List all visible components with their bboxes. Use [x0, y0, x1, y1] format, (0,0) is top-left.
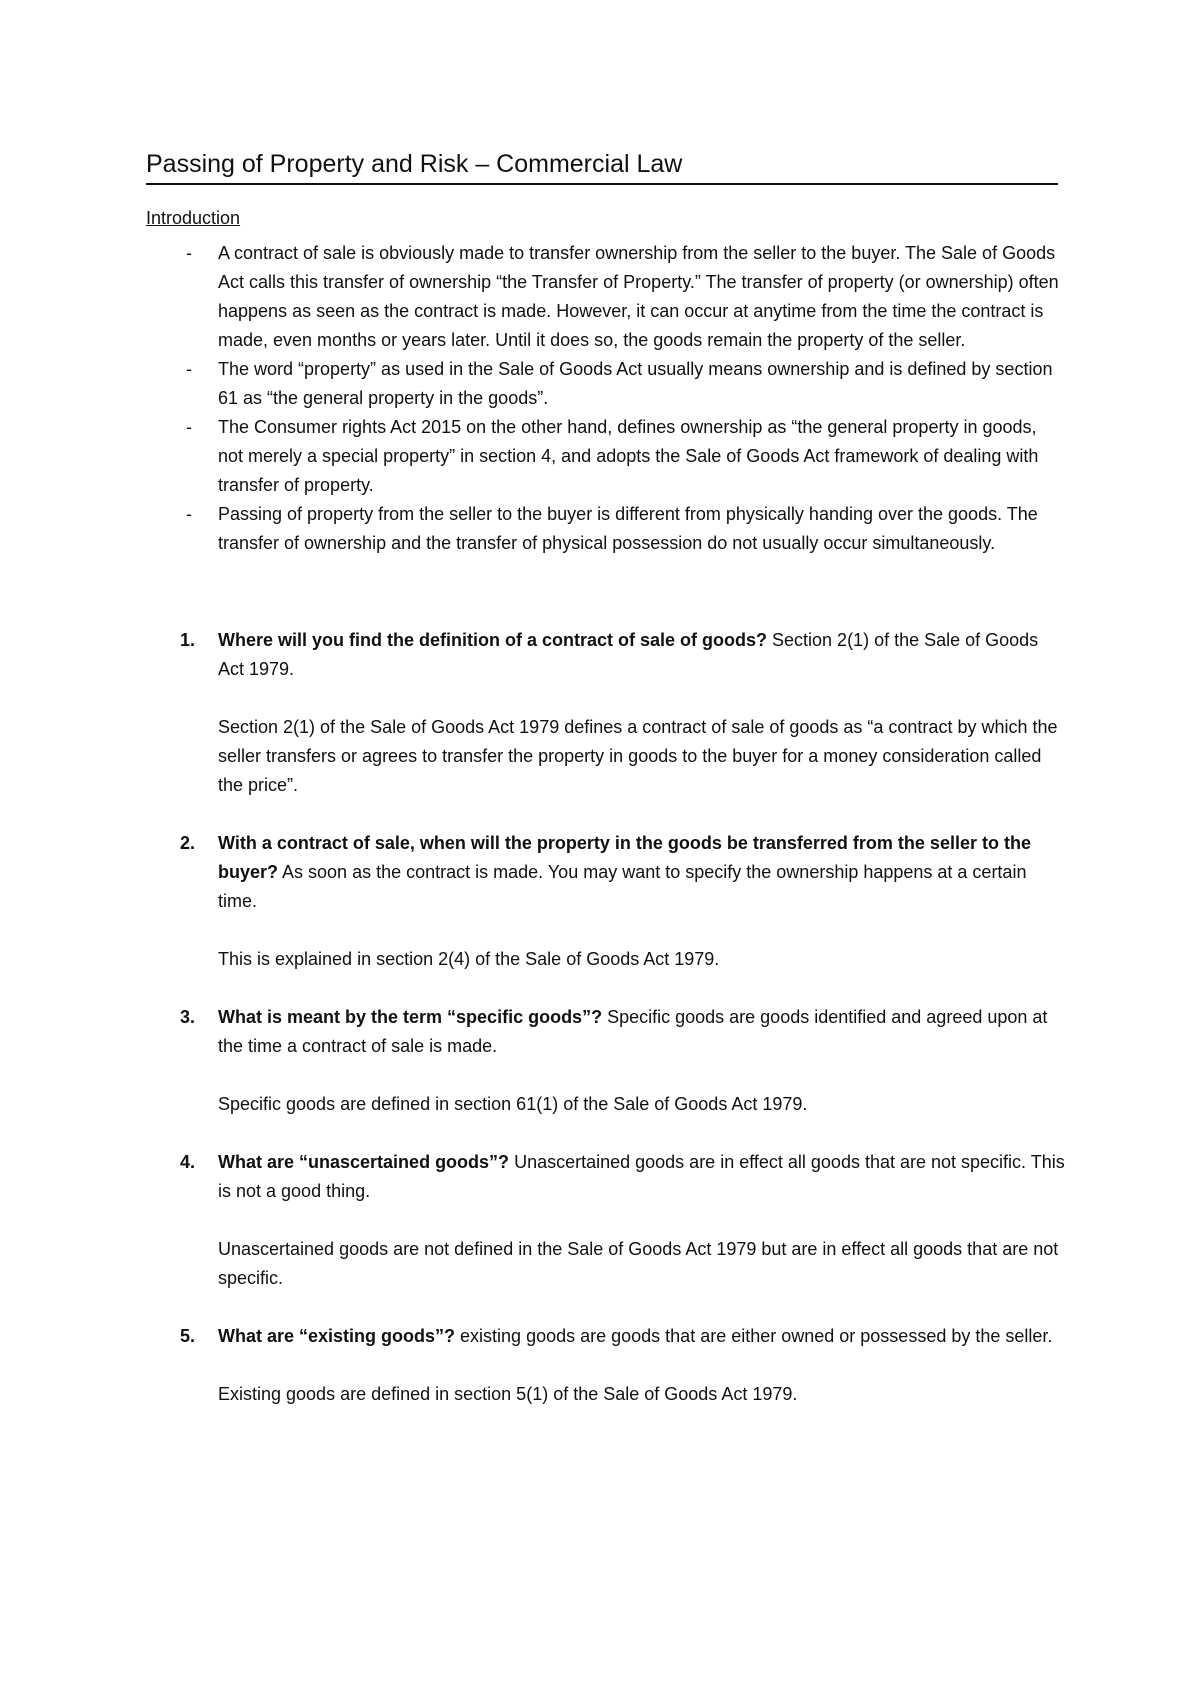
list-item: [146, 239, 1066, 355]
explanation-text: Section 2(1) of the Sale of Goods Act 1979 defines a contract of sale of goods as “a contract by which the seller transfers or agrees to transfer the property in goods to the buyer for a money consideration called the price”.: [218, 717, 1058, 795]
list-dash: -: [186, 417, 192, 437]
intro-heading: Introduction: [146, 208, 241, 228]
list-item-text: The Consumer rights Act 2015 on the other hand, defines ownership as “the general property in goods, not merely a special property” in section 4, and adopts the Sale of Goods Act framework of dealing with transfer of property.: [218, 417, 1039, 495]
explanation-text: Unascertained goods are not defined in the Sale of Goods Act 1979 but are in effect all goods that are not specific.: [218, 1239, 1059, 1288]
answer-text: Unascertained goods are in effect all goods that are not specific. This is not a good thing.: [218, 1152, 1065, 1201]
answer-text: existing goods are goods that are either owned or possessed by the seller.: [455, 1326, 1053, 1346]
question-number: 5.: [180, 1326, 196, 1346]
answer-text: Specific goods are goods identified and agreed upon at the time a contract of sale is made.: [218, 1007, 1048, 1056]
list-dash: -: [186, 243, 192, 263]
list-item: [146, 500, 1066, 558]
document-body: [146, 204, 1066, 1438]
question-item: [146, 1322, 1066, 1409]
question-text: Where will you find the definition of a contract of sale of goods?: [218, 630, 768, 650]
question-text: What are “unascertained goods”?: [218, 1152, 510, 1172]
question-number: 1.: [180, 630, 196, 650]
question-item: [146, 829, 1066, 974]
list-item: [146, 413, 1066, 500]
questions-list: [146, 626, 1066, 1409]
question-item: [146, 1148, 1066, 1293]
question-text: What are “existing goods”?: [218, 1326, 456, 1346]
list-item-text: Passing of property from the seller to the buyer is different from physically handing over the goods. The transfer of ownership and the transfer of physical possession do not usually occur simultaneously.: [218, 504, 1038, 553]
intro-list: [146, 239, 1066, 558]
question-item: [146, 626, 1066, 800]
explanation-text: Specific goods are defined in section 61(1) of the Sale of Goods Act 1979.: [218, 1094, 808, 1114]
list-dash: -: [186, 359, 192, 379]
explanation-text: This is explained in section 2(4) of the Sale of Goods Act 1979.: [218, 949, 720, 969]
list-item: [146, 355, 1066, 413]
question-number: 4.: [180, 1152, 196, 1172]
list-dash: -: [186, 504, 192, 524]
question-number: 3.: [180, 1007, 196, 1027]
list-item-text: A contract of sale is obviously made to transfer ownership from the seller to the buyer. The Sale of Goods Act calls this transfer of ownership “the Transfer of Property.” The transfer of property (or ownership) often happens as seen as the contract is made. However, it can occur at anytime from the time the contract is made, even months or years later. Until it does so, the goods remain the property of the seller.: [218, 243, 1059, 350]
page-title: Passing of Property and Risk – Commercial Law: [146, 148, 1058, 185]
question-item: [146, 1003, 1066, 1119]
list-item-text: The word “property” as used in the Sale of Goods Act usually means ownership and is defined by section 61 as “the general property in the goods”.: [218, 359, 1053, 408]
explanation-text: Existing goods are defined in section 5(1) of the Sale of Goods Act 1979.: [218, 1384, 798, 1404]
question-text: What is meant by the term “specific goods”?: [218, 1007, 603, 1027]
answer-text: Section 2(1) of the Sale of Goods Act 1979.: [218, 630, 1039, 679]
question-number: 2.: [180, 833, 196, 853]
answer-text: As soon as the contract is made. You may want to specify the ownership happens at a certain time.: [218, 862, 1027, 911]
question-text: With a contract of sale, when will the property in the goods be transferred from the seller to the buyer?: [218, 833, 1031, 882]
